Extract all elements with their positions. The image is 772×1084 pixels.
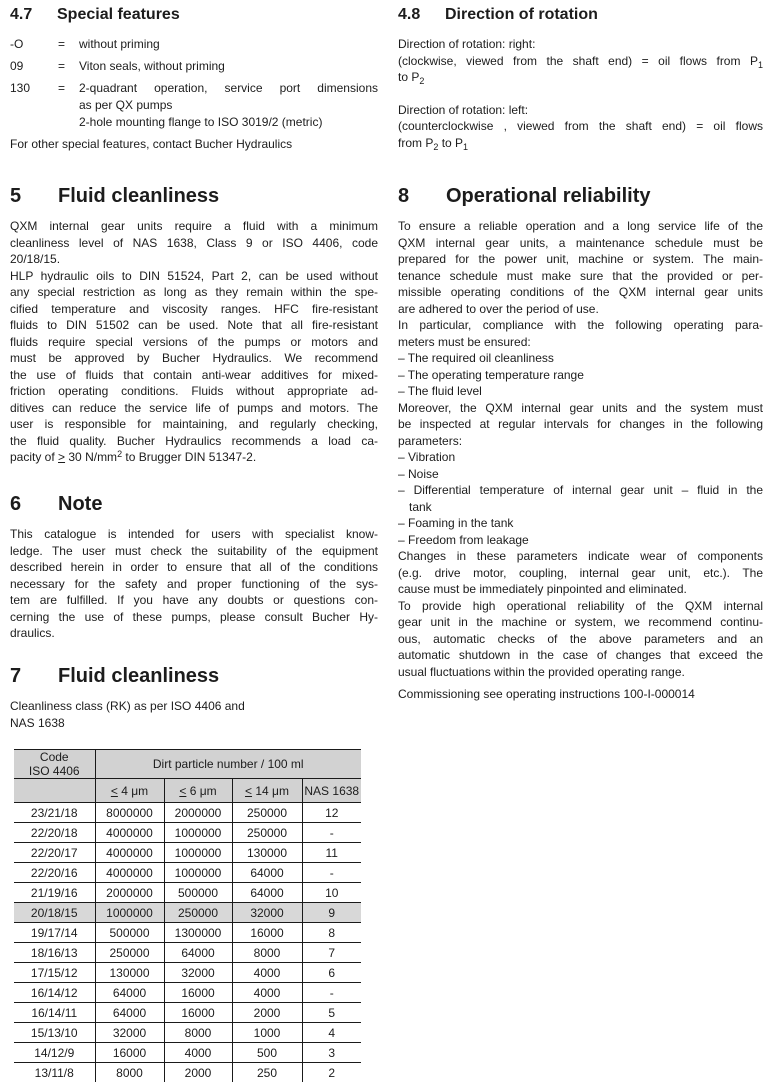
- text-line: 20/18/15.: [10, 252, 61, 266]
- table-cell: 16000: [164, 983, 232, 1003]
- table-cell: 250000: [232, 823, 302, 843]
- table-cell: 13/11/8: [34, 1065, 74, 1080]
- text-line: cerning the use of these pumps, please consult Bucher Hy-: [10, 609, 378, 624]
- table-cell: 64000: [95, 1003, 164, 1023]
- text-line: the fluid quality. Bucher Hydraulics recommends a load ca-: [10, 433, 378, 448]
- table-cell: 1300000: [164, 923, 232, 943]
- table-cell: 22/20/17: [30, 845, 78, 860]
- table-cell: -: [302, 823, 361, 843]
- table-row: [14, 983, 361, 1003]
- section-fluid-cleanliness-5: [10, 184, 378, 466]
- table-cell: 14/12/9: [34, 1045, 75, 1060]
- section-title: Fluid cleanliness: [58, 185, 220, 207]
- subheader-cell: NAS 1638: [302, 779, 361, 803]
- text-line: automatic shutdown in the case of changes that exceed the: [398, 648, 763, 662]
- text-line: – Vibration: [398, 450, 456, 464]
- feature-description: [79, 58, 378, 75]
- section-special-features: [10, 5, 378, 153]
- paragraph-rotation-left: [398, 102, 763, 152]
- equals-sign: =: [58, 81, 66, 95]
- table-cell: 64000: [232, 863, 302, 883]
- table-cell: 500: [232, 1043, 302, 1063]
- table-cell: 19/17/14: [30, 925, 78, 940]
- special-feature-item: [10, 36, 378, 53]
- table-row: [14, 1023, 361, 1043]
- table-cell: 250: [232, 1063, 302, 1083]
- table-cell: 22/20/16: [30, 865, 78, 880]
- table-cell: 250000: [232, 803, 302, 823]
- table-cell: 4000000: [95, 863, 164, 883]
- text-line: Moreover, the QXM internal gear units and the system must: [398, 400, 763, 415]
- text-line: must be approved by Bucher Hydraulics. We recommend: [10, 351, 378, 365]
- table-cell: 18/16/13: [30, 945, 78, 960]
- section-direction-of-rotation: [398, 5, 763, 151]
- table-cell: 4000000: [95, 843, 164, 863]
- table-cell: 4000000: [95, 823, 164, 843]
- text-line: (clockwise, viewed from the shaft end) = oil flows from $P_1$: [398, 53, 763, 70]
- section-title: Fluid cleanliness: [58, 665, 220, 687]
- table-cell: 10: [302, 883, 361, 903]
- table-cell: 64000: [95, 983, 164, 1003]
- text-line: draulics.: [10, 626, 55, 640]
- text-line: – Noise: [398, 466, 439, 481]
- table-cell: 2000: [232, 1003, 302, 1023]
- section-heading-5: [10, 184, 378, 208]
- table-cell: 2: [302, 1063, 361, 1083]
- special-features-list: [10, 36, 378, 131]
- table-cell: 11: [302, 843, 361, 863]
- table-cell: 1000000: [164, 843, 232, 863]
- text-line: To ensure a reliable operation and a long service life of the: [398, 219, 763, 233]
- section-note: [10, 492, 378, 642]
- text-line: ous, automatic checks of the above parameters and an: [398, 631, 763, 646]
- text-line: necessary for the safety and proper functioning of the sys-: [10, 576, 378, 591]
- text-line: cleanliness level of NAS 1638, Class 9 or ISO 4406, code: [10, 235, 378, 250]
- subheader-cell: < 6 μm: [164, 779, 232, 803]
- table-row: [14, 1003, 361, 1023]
- table-cell: 21/19/16: [30, 885, 78, 900]
- text-line: tem are fulfilled. If you have any doubts or questions con-: [10, 593, 378, 607]
- table-cell: 16000: [95, 1043, 164, 1063]
- text-line: – The operating temperature range: [398, 367, 584, 382]
- text-line: (counterclockwise , viewed from the shaft end) = oil flows: [398, 119, 763, 133]
- table-cell: -: [302, 983, 361, 1003]
- text-line: meters must be ensured:: [398, 334, 531, 349]
- text-line: be inspected at regular intervals for changes in the following: [398, 417, 763, 431]
- table-cell: 3: [302, 1043, 361, 1063]
- section-number: 5: [10, 185, 22, 207]
- section-title: Operational reliability: [446, 185, 651, 207]
- table-subheader-row: [14, 779, 361, 803]
- table-cell: 250000: [95, 943, 164, 963]
- text-line: prepared for the power unit, machine or system. The main-: [398, 252, 763, 266]
- table-cell: 4000: [232, 983, 302, 1003]
- equals-sign: =: [58, 37, 66, 51]
- text-line: 2-quadrant operation, service port dimensions: [79, 81, 378, 95]
- section-heading-7: [10, 664, 378, 688]
- table-row: [14, 823, 361, 843]
- text-line: HLP hydraulic oils to DIN 51524, Part 2, can be used without: [10, 268, 378, 283]
- table-row: [14, 903, 361, 923]
- text-line: described herein in order to ensure that all of the conditions: [10, 560, 378, 574]
- text-line: ledge. The user must check the suitability of the equipment: [10, 543, 378, 558]
- section-heading-4-7: [10, 5, 378, 25]
- table-cell: 7: [302, 943, 361, 963]
- paragraph: [10, 526, 378, 642]
- table-cell: 2000: [164, 1063, 232, 1083]
- section-number: 7: [10, 665, 22, 687]
- header-cell-dirt-particle: Dirt particle number / 100 ml: [95, 750, 361, 779]
- text-line: tank: [409, 499, 432, 514]
- cleanliness-table: [14, 749, 361, 1082]
- table-row: [14, 943, 361, 963]
- section-title: Direction of rotation: [445, 6, 598, 23]
- table-cell: 8000000: [95, 803, 164, 823]
- table-cell: 1000000: [164, 863, 232, 883]
- text-line: cause must be immediately pinpointed and eliminated.: [398, 582, 687, 596]
- text-line: (e.g. drive motor, coupling, internal gear unit, etc.). The: [398, 565, 763, 580]
- special-feature-item: [10, 58, 378, 75]
- text-line: – Foaming in the tank: [398, 516, 514, 530]
- section-number: 8: [398, 185, 410, 207]
- table-cell: 6: [302, 963, 361, 983]
- text-line: Direction of rotation: right:: [398, 37, 536, 51]
- subheader-cell: < 14 μm: [232, 779, 302, 803]
- subheader-cell-empty: [14, 779, 95, 803]
- text-line: Cleanliness class (RK) as per ISO 4406 and: [10, 699, 245, 713]
- table-cell: -: [302, 863, 361, 883]
- table-cell: 9: [302, 903, 361, 923]
- header-cell-code: Code ISO 4406: [28, 750, 80, 778]
- text-line: fluids require special versions of the pumps or motors and: [10, 334, 378, 349]
- table-row: [14, 803, 361, 823]
- table-cell: 20/18/15: [30, 905, 78, 920]
- paragraph-rotation-right: [398, 36, 763, 86]
- table-cell: 8000: [164, 1023, 232, 1043]
- text-line: To provide high operational reliability of the QXM internal: [398, 598, 763, 613]
- subheader-cell: < 4 μm: [95, 779, 164, 803]
- table-cell: 8: [302, 923, 361, 943]
- text-line: parameters:: [398, 433, 463, 448]
- text-line: This catalogue is intended for users with specialist know-: [10, 527, 378, 541]
- text-line: as per QX pumps: [79, 98, 173, 112]
- table-cell: 16000: [232, 923, 302, 943]
- section-number: 4.7: [10, 6, 33, 23]
- text-line: ditives can reduce the service life of pumps and motors. The: [10, 400, 378, 415]
- table-row: [14, 843, 361, 863]
- table-cell: 16000: [164, 1003, 232, 1023]
- table-cell: 23/21/18: [30, 805, 78, 820]
- table-row: [14, 1063, 361, 1083]
- cleanliness-table-body: [14, 750, 361, 1083]
- section-number: 4.8: [398, 6, 421, 23]
- text-line: Changes in these parameters indicate wear of components: [398, 549, 763, 563]
- text-line: are adhered to over the period of use.: [398, 301, 599, 316]
- paragraph: [398, 218, 763, 680]
- text-line: Viton seals, without priming: [79, 59, 225, 73]
- text-line: fluids to DIN 51502 can be used. Note that all fire-resistant: [10, 318, 378, 332]
- text-line: QXM internal gear units, a maintenance schedule must be: [398, 235, 763, 250]
- text-line: from $P_2$ to $P_1$: [398, 135, 469, 152]
- table-cell: 64000: [232, 883, 302, 903]
- table-row: [14, 1043, 361, 1063]
- table-cell: 5: [302, 1003, 361, 1023]
- table-cell: 4000: [232, 963, 302, 983]
- table-cell: 4000: [164, 1043, 232, 1063]
- table-cell: 64000: [164, 943, 232, 963]
- paragraph: [10, 218, 378, 466]
- feature-code: 09: [10, 59, 24, 73]
- text-line: – Differential temperature of internal gear unit – fluid in the: [398, 483, 763, 497]
- text-line: cified temperature and viscosity ranges. HFC fire-resistant: [10, 301, 378, 316]
- table-cell: 130000: [232, 843, 302, 863]
- equals-sign: =: [58, 59, 66, 73]
- text-line: 2-hole mounting flange to ISO 3019/2 (metric): [79, 115, 323, 129]
- section-heading-4-8: [398, 5, 763, 25]
- text-line: missible operating conditions of the QXM internal gear units: [398, 285, 763, 299]
- section-title: Special features: [57, 6, 180, 23]
- feature-description: [79, 36, 378, 53]
- table-cell: 32000: [95, 1023, 164, 1043]
- table-row: [14, 883, 361, 903]
- feature-description: [79, 80, 378, 131]
- section-heading-6: [10, 492, 378, 516]
- text-line: – Freedom from leakage: [398, 532, 529, 547]
- table-cell: 2000000: [164, 803, 232, 823]
- special-features-note: For other special features, contact Bucher Hydraulics: [10, 137, 293, 151]
- table-cell: 1000: [232, 1023, 302, 1043]
- feature-code: 130: [10, 81, 31, 95]
- special-feature-item: [10, 80, 378, 131]
- table-cell: 1000000: [95, 903, 164, 923]
- text-line: gear unit in the machine or system, we recommend continu-: [398, 615, 763, 629]
- table-cell: 12: [302, 803, 361, 823]
- table-cell: 8000: [95, 1063, 164, 1083]
- text-line: usual fluctuations within the provided operating range.: [398, 664, 685, 679]
- feature-code: -O: [10, 37, 24, 51]
- text-line: tenance schedule must make sure that the provided or per-: [398, 268, 763, 283]
- table-row: [14, 863, 361, 883]
- text-line: pacity of > 30 $N/mm^2$ to Brugger DIN 51347-2.: [10, 449, 257, 464]
- table-cell: 16/14/12: [30, 985, 78, 1000]
- text-line: friction operating conditions. Fluids without appropriate ad-: [10, 384, 378, 398]
- table-cell: 32000: [164, 963, 232, 983]
- text-line: the use of fluids that contain anti-wear additives for mixed-: [10, 367, 378, 382]
- table-caption: [10, 698, 378, 731]
- paragraph-gap: [398, 86, 763, 102]
- text-line: any special restriction as long as they remain within the spe-: [10, 285, 378, 299]
- commissioning-note: Commissioning see operating instructions 100-I-000014: [398, 687, 695, 701]
- text-line: user is responsible for maintaining, and regularly checking,: [10, 417, 378, 431]
- table-row: [14, 963, 361, 983]
- table-cell: 4: [302, 1023, 361, 1043]
- section-number: 6: [10, 493, 22, 515]
- text-line: – The fluid level: [398, 384, 482, 398]
- table-cell: 500000: [164, 883, 232, 903]
- text-line: NAS 1638: [10, 715, 65, 730]
- section-operational-reliability: [398, 184, 763, 703]
- table-cell: 8000: [232, 943, 302, 963]
- section-heading-8: [398, 184, 763, 208]
- table-header-row: [14, 750, 361, 779]
- table-row: [14, 923, 361, 943]
- table-cell: 250000: [164, 903, 232, 923]
- text-line: to $P_2$: [398, 70, 425, 86]
- text-line: – The required oil cleanliness: [398, 351, 554, 365]
- table-cell: 32000: [232, 903, 302, 923]
- text-line: without priming: [79, 37, 160, 51]
- text-line: In particular, compliance with the following operating para-: [398, 318, 763, 332]
- table-cell: 17/15/12: [30, 965, 78, 980]
- table-cell: 16/14/11: [31, 1005, 78, 1020]
- text-line: QXM internal gear units require a fluid with a minimum: [10, 219, 378, 233]
- table-cell: 130000: [95, 963, 164, 983]
- section-fluid-cleanliness-7: [10, 664, 378, 731]
- table-cell: 2000000: [95, 883, 164, 903]
- table-cell: 15/13/10: [30, 1025, 78, 1040]
- table-cell: 1000000: [164, 823, 232, 843]
- text-line: Direction of rotation: left:: [398, 102, 529, 117]
- section-title: Note: [58, 493, 103, 515]
- table-cell: 22/20/18: [30, 825, 78, 840]
- table-cell: 500000: [95, 923, 164, 943]
